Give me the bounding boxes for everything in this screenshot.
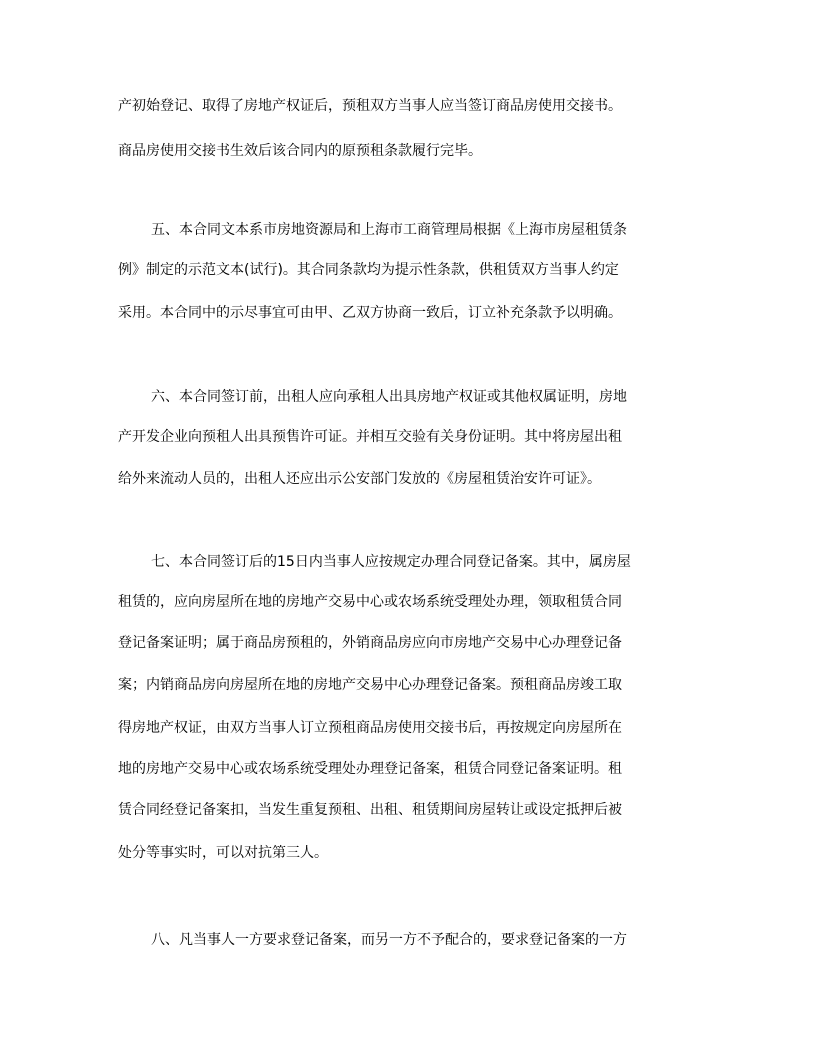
text-line: 产初始登记、取得了房地产权证后，预租双方当事人应当签订商品房使用交接书。 (118, 98, 622, 114)
text-line: 得房地产权证，由双方当事人订立预租商品房使用交接书后，再按规定向房屋所在 (118, 720, 622, 736)
text-line: 五、本合同文本系市房地资源局和上海市工商管理局根据《上海市房屋租赁条 (151, 222, 627, 238)
text-line: 采用。本合同中的示尽事宜可由甲、乙双方协商一致后，订立补充条款予以明确。 (118, 305, 622, 321)
text-line: 产开发企业向预租人出具预售许可证。并相互交验有关身份证明。其中将房屋出租 (118, 429, 622, 445)
text-line: 商品房使用交接书生效后该合同内的原预租条款履行完毕。 (118, 143, 482, 159)
text-line: 案；内销商品房向房屋所在地的房地产交易中心办理登记备案。预租商品房竣工取 (118, 677, 622, 693)
text-line: 给外来流动人员的，出租人还应出示公安部门发放的《房屋租赁治安许可证》。 (118, 471, 601, 487)
text-line: 八、凡当事人一方要求登记备案，而另一方不予配合的，要求登记备案的一方 (151, 932, 627, 948)
text-line: 登记备案证明；属于商品房预租的，外销商品房应向市房地产交易中心办理登记备 (118, 635, 622, 651)
text-line: 赁合同经登记备案扣，当发生重复预租、出租、租赁期间房屋转让或设定抵押后被 (118, 802, 622, 818)
text-line: 例》制定的示范文本(试行)。其合同条款均为提示性条款，供租赁双方当事人约定 (118, 262, 619, 278)
text-line: 地的房地产交易中心或农场系统受理处办理登记备案，租赁合同登记备案证明。租 (118, 761, 622, 777)
text-line: 租赁的，应向房屋所在地的房地产交易中心或农场系统受理处办理，领取租赁合同 (118, 594, 622, 610)
text-line: 处分等事实时，可以对抗第三人。 (118, 845, 328, 861)
text-line: 六、本合同签订前，出租人应向承租人出具房地产权证或其他权属证明，房地 (151, 389, 627, 405)
text-line: 七、本合同签订后的15日内当事人应按规定办理合同登记备案。其中，属房屋 (151, 554, 631, 570)
